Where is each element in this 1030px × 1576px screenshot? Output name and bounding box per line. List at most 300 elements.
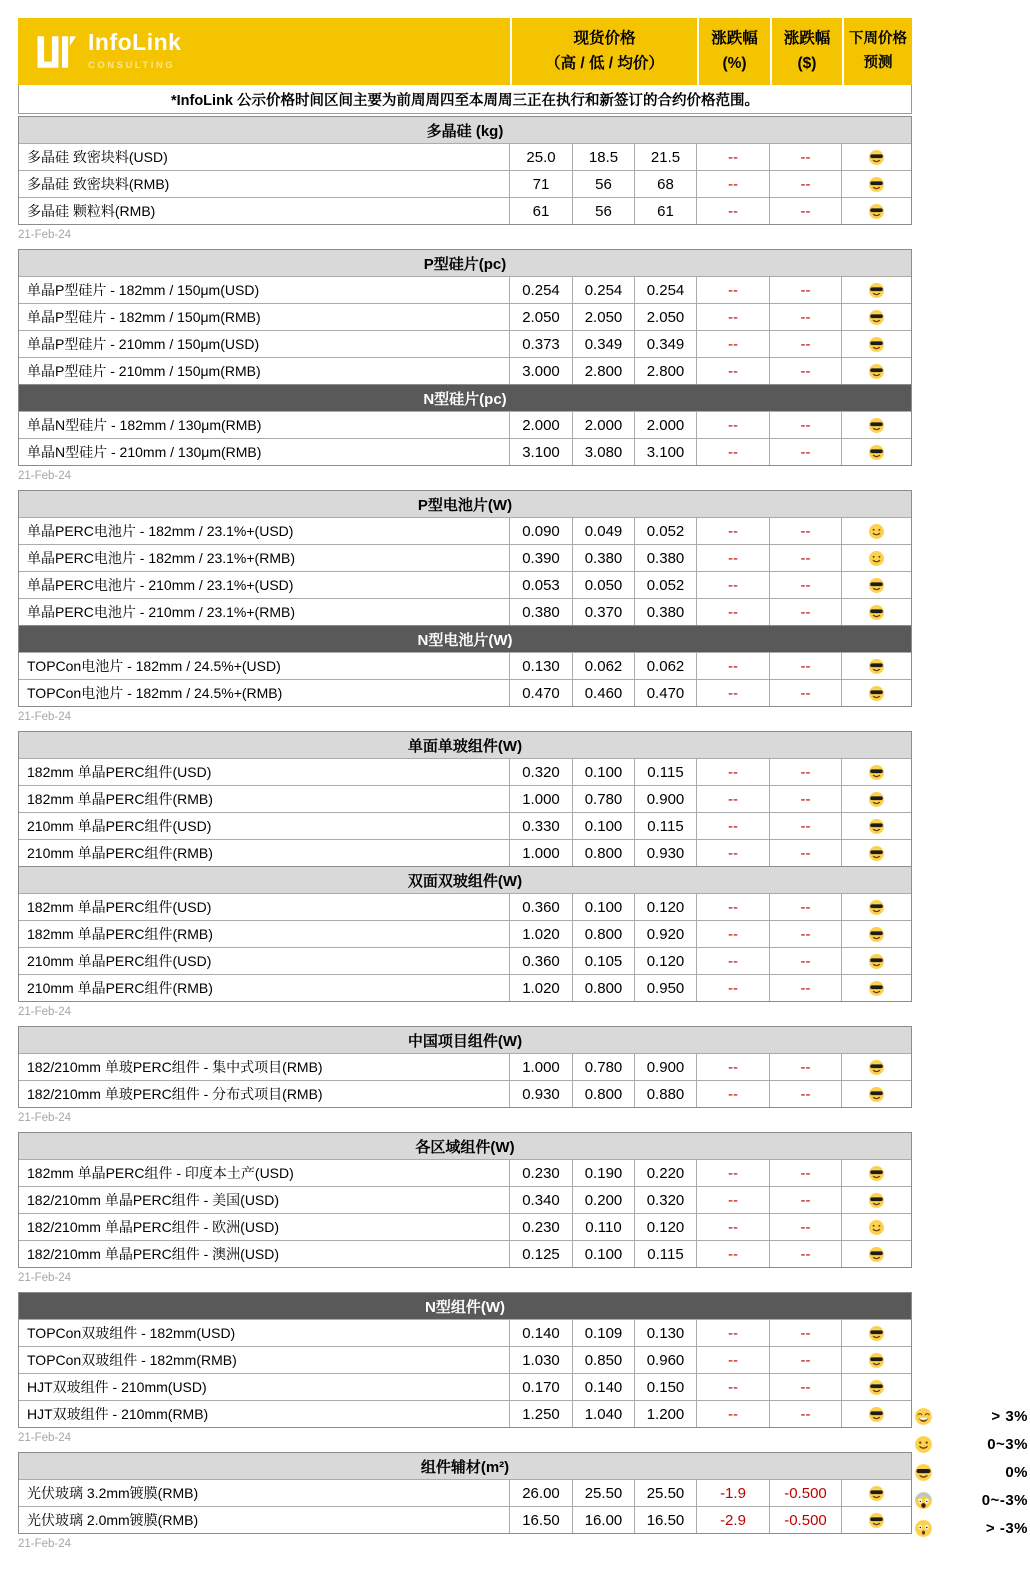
section-title: 各区域组件(W) <box>415 1138 515 1156</box>
cell-label: TOPCon电池片 - 182mm / 24.5%+(RMB) <box>27 685 283 701</box>
sunglasses-emoji-icon <box>841 975 911 1001</box>
spot-price-label: 现货价格 <box>573 29 636 47</box>
cell-usd: -- <box>769 572 841 598</box>
sunglasses-emoji-icon <box>841 1347 911 1373</box>
cell-low: 0.460 <box>572 680 634 706</box>
cell-label: 单晶N型硅片 - 210mm / 130μm(RMB) <box>27 444 262 460</box>
cell-high: 0.360 <box>509 948 572 974</box>
sunglasses-emoji-icon <box>841 599 911 625</box>
cell-label: 182mm 单晶PERC组件(USD) <box>27 899 212 915</box>
cell-usd: -- <box>769 894 841 920</box>
cell-label: 单晶PERC电池片 - 182mm / 23.1%+(RMB) <box>27 550 295 566</box>
table-row <box>19 812 911 839</box>
cell-usd: -- <box>769 1081 841 1107</box>
table-row <box>19 839 911 866</box>
table-row <box>19 571 911 598</box>
section-title: 组件辅材(m²) <box>420 1458 510 1476</box>
sunglasses-emoji-icon <box>841 198 911 224</box>
cell-high: 0.053 <box>509 572 572 598</box>
change-usd-label: 涨跌幅 <box>783 29 831 47</box>
cell-low: 0.105 <box>572 948 634 974</box>
table-row <box>19 411 911 438</box>
column-header-spot-price <box>510 18 697 85</box>
cell-high: 1.000 <box>509 840 572 866</box>
section-header <box>19 1133 911 1159</box>
cell-avg: 0.380 <box>634 599 696 625</box>
spot-price-sublabel: （高 / 低 / 均价） <box>545 54 664 72</box>
change-pct-label: 涨跌幅 <box>711 29 758 47</box>
cell-low: 3.080 <box>572 439 634 465</box>
cell-avg: 0.880 <box>634 1081 696 1107</box>
cell-pct: -2.9 <box>696 1507 769 1533</box>
cell-pct: -- <box>696 1214 769 1240</box>
forecast-legend <box>914 1402 1028 1542</box>
cell-usd: -- <box>769 545 841 571</box>
cell-high: 0.230 <box>509 1160 572 1186</box>
cell-label: 182/210mm 单晶PERC组件 - 欧洲(USD) <box>27 1219 280 1235</box>
cell-pct: -- <box>696 277 769 303</box>
table-row <box>19 276 911 303</box>
section-title: P型硅片(pc) <box>423 255 507 273</box>
cell-label: TOPCon电池片 - 182mm / 24.5%+(USD) <box>27 658 281 674</box>
cell-low: 2.050 <box>572 304 634 330</box>
cell-avg: 21.5 <box>634 144 696 170</box>
cell-pct: -- <box>696 975 769 1001</box>
cell-usd: -- <box>769 680 841 706</box>
table-row <box>19 679 911 706</box>
date-stamp: 21-Feb-24 <box>18 1272 72 1284</box>
cell-low: 25.50 <box>572 1480 634 1506</box>
cell-high: 1.000 <box>509 1054 572 1080</box>
cell-high: 0.340 <box>509 1187 572 1213</box>
table-row <box>19 1159 911 1186</box>
cell-pct: -- <box>696 358 769 384</box>
cell-pct: -- <box>696 1401 769 1427</box>
cell-label: 182mm 单晶PERC组件(USD) <box>27 764 212 780</box>
cell-avg: 16.50 <box>634 1507 696 1533</box>
cell-high: 1.250 <box>509 1401 572 1427</box>
sunglasses-emoji-icon <box>841 358 911 384</box>
table-row <box>19 974 911 1001</box>
cell-avg: 0.130 <box>634 1320 696 1346</box>
cell-low: 0.380 <box>572 545 634 571</box>
table-row <box>19 920 911 947</box>
table-row <box>19 893 911 920</box>
date-stamp: 21-Feb-24 <box>18 229 72 241</box>
forecast-label: 下周价格 <box>849 31 907 48</box>
cell-label: 多晶硅 颗粒料(RMB) <box>27 203 156 219</box>
cell-pct: -- <box>696 545 769 571</box>
sunglasses-emoji-icon <box>841 1081 911 1107</box>
cell-pct: -- <box>696 1187 769 1213</box>
cell-high: 0.330 <box>509 813 572 839</box>
price-report <box>18 18 912 1558</box>
cell-label: 单晶P型硅片 - 182mm / 150μm(USD) <box>27 282 260 298</box>
cell-low: 56 <box>572 198 634 224</box>
cell-pct: -- <box>696 304 769 330</box>
cell-low: 0.800 <box>572 1081 634 1107</box>
cell-label: 单晶PERC电池片 - 182mm / 23.1%+(USD) <box>27 523 294 539</box>
cell-high: 1.020 <box>509 975 572 1001</box>
table-row <box>19 1053 911 1080</box>
cell-low: 0.850 <box>572 1347 634 1373</box>
cell-avg: 0.950 <box>634 975 696 1001</box>
scream-emoji-icon <box>914 1491 933 1510</box>
table-row <box>19 1400 911 1427</box>
report-banner <box>18 18 912 85</box>
cell-label: 182mm 单晶PERC组件 - 印度本土产(USD) <box>27 1165 294 1181</box>
cell-pct: -- <box>696 599 769 625</box>
legend-label: 0~3% <box>987 1435 1028 1453</box>
sunglasses-emoji-icon <box>841 1320 911 1346</box>
sunglasses-emoji-icon <box>841 304 911 330</box>
cell-high: 0.130 <box>509 653 572 679</box>
cell-pct: -- <box>696 572 769 598</box>
cell-usd: -- <box>769 840 841 866</box>
legend-label: > -3% <box>985 1519 1028 1537</box>
cell-avg: 0.900 <box>634 786 696 812</box>
cell-low: 0.800 <box>572 975 634 1001</box>
cell-avg: 0.120 <box>634 1214 696 1240</box>
price-block <box>18 1026 912 1108</box>
cell-pct: -- <box>696 894 769 920</box>
sunglasses-emoji-icon <box>841 331 911 357</box>
cell-high: 2.000 <box>509 412 572 438</box>
cell-high: 16.50 <box>509 1507 572 1533</box>
cell-low: 0.100 <box>572 1241 634 1267</box>
cell-low: 0.100 <box>572 813 634 839</box>
section-header <box>19 625 911 652</box>
cell-low: 0.780 <box>572 1054 634 1080</box>
cell-avg: 68 <box>634 171 696 197</box>
cell-high: 71 <box>509 171 572 197</box>
table-row <box>19 598 911 625</box>
astonished-emoji-icon <box>914 1519 933 1538</box>
cell-high: 1.030 <box>509 1347 572 1373</box>
cell-high: 26.00 <box>509 1480 572 1506</box>
cell-usd: -- <box>769 653 841 679</box>
cell-pct: -- <box>696 786 769 812</box>
brand-name: InfoLink <box>88 29 182 56</box>
legend-item <box>914 1402 1028 1430</box>
cell-usd: -- <box>769 1347 841 1373</box>
price-block <box>18 1452 912 1534</box>
legend-label: 0% <box>1005 1463 1028 1481</box>
cell-usd: -- <box>769 759 841 785</box>
cell-low: 0.100 <box>572 894 634 920</box>
sunglasses-emoji-icon <box>841 813 911 839</box>
date-stamp: 21-Feb-24 <box>18 1432 72 1444</box>
cell-high: 0.360 <box>509 894 572 920</box>
cell-high: 2.050 <box>509 304 572 330</box>
cell-usd: -- <box>769 331 841 357</box>
cell-high: 0.930 <box>509 1081 572 1107</box>
table-row <box>19 1319 911 1346</box>
cell-usd: -0.500 <box>769 1480 841 1506</box>
cell-avg: 0.920 <box>634 921 696 947</box>
section-header <box>19 1293 911 1319</box>
cell-avg: 0.930 <box>634 840 696 866</box>
cell-pct: -- <box>696 759 769 785</box>
sunglasses-emoji-icon <box>841 277 911 303</box>
cell-usd: -- <box>769 412 841 438</box>
sunglasses-emoji-icon <box>841 786 911 812</box>
cell-high: 0.230 <box>509 1214 572 1240</box>
cell-pct: -- <box>696 813 769 839</box>
infolink-logo-icon <box>34 34 76 70</box>
section-header <box>19 1027 911 1053</box>
sunglasses-emoji-icon <box>841 572 911 598</box>
sunglasses-emoji-icon <box>841 171 911 197</box>
cell-low: 0.800 <box>572 840 634 866</box>
legend-label: 0~-3% <box>981 1491 1028 1509</box>
cell-label: 单晶PERC电池片 - 210mm / 23.1%+(USD) <box>27 577 294 593</box>
cell-high: 1.020 <box>509 921 572 947</box>
cell-usd: -- <box>769 1187 841 1213</box>
cell-avg: 3.100 <box>634 439 696 465</box>
cell-high: 0.390 <box>509 545 572 571</box>
legend-item <box>914 1486 1028 1514</box>
cell-label: 182/210mm 单玻PERC组件 - 分布式项目(RMB) <box>27 1086 323 1102</box>
cell-low: 0.062 <box>572 653 634 679</box>
date-stamp: 21-Feb-24 <box>18 1112 72 1124</box>
date-stamp: 21-Feb-24 <box>18 1006 72 1018</box>
cell-avg: 2.000 <box>634 412 696 438</box>
cell-high: 0.090 <box>509 518 572 544</box>
section-title: 中国项目组件(W) <box>407 1032 523 1050</box>
table-row <box>19 1186 911 1213</box>
cell-pct: -- <box>696 171 769 197</box>
column-header-forecast <box>842 18 912 85</box>
cell-avg: 0.220 <box>634 1160 696 1186</box>
cell-label: 182/210mm 单玻PERC组件 - 集中式项目(RMB) <box>27 1059 323 1075</box>
cell-low: 0.254 <box>572 277 634 303</box>
table-row <box>19 517 911 544</box>
cell-pct: -- <box>696 1320 769 1346</box>
cell-label: 182/210mm 单晶PERC组件 - 澳洲(USD) <box>27 1246 280 1262</box>
column-header-change-usd <box>770 18 842 85</box>
sunglasses-emoji-icon <box>841 1054 911 1080</box>
cell-pct: -- <box>696 653 769 679</box>
cell-label: TOPCon双玻组件 - 182mm(USD) <box>27 1325 236 1341</box>
forecast-sublabel: 预测 <box>863 54 893 71</box>
section-title: 多晶硅 (kg) <box>426 122 504 140</box>
cell-label: 210mm 单晶PERC组件(USD) <box>27 953 212 969</box>
table-row <box>19 438 911 465</box>
cell-pct: -- <box>696 412 769 438</box>
table-row <box>19 197 911 224</box>
cell-high: 1.000 <box>509 786 572 812</box>
cell-avg: 0.320 <box>634 1187 696 1213</box>
cell-label: 182/210mm 单晶PERC组件 - 美国(USD) <box>27 1192 280 1208</box>
cell-usd: -- <box>769 439 841 465</box>
table-row <box>19 1479 911 1506</box>
cell-pct: -- <box>696 1081 769 1107</box>
infolink-logo <box>18 18 510 85</box>
cell-label: HJT双玻组件 - 210mm(RMB) <box>27 1406 209 1422</box>
cell-high: 0.373 <box>509 331 572 357</box>
cell-label: 210mm 单晶PERC组件(RMB) <box>27 980 213 996</box>
smile-emoji-icon <box>841 545 911 571</box>
cell-avg: 0.115 <box>634 813 696 839</box>
cell-high: 3.000 <box>509 358 572 384</box>
smile-emoji-icon <box>841 518 911 544</box>
change-usd-unit: ($) <box>797 54 817 72</box>
cell-usd: -- <box>769 1320 841 1346</box>
price-block <box>18 1132 912 1268</box>
legend-label: > 3% <box>991 1407 1028 1425</box>
cell-label: 210mm 单晶PERC组件(RMB) <box>27 845 213 861</box>
legend-item <box>914 1514 1028 1542</box>
price-block <box>18 1292 912 1428</box>
cell-high: 0.320 <box>509 759 572 785</box>
cell-avg: 0.120 <box>634 948 696 974</box>
table-row <box>19 1373 911 1400</box>
cell-low: 1.040 <box>572 1401 634 1427</box>
cell-avg: 0.150 <box>634 1374 696 1400</box>
cell-pct: -- <box>696 518 769 544</box>
cell-usd: -- <box>769 358 841 384</box>
sunglasses-emoji-icon <box>841 1507 911 1533</box>
cell-usd: -- <box>769 921 841 947</box>
cell-label: 210mm 单晶PERC组件(USD) <box>27 818 212 834</box>
cell-label: 多晶硅 致密块料(RMB) <box>27 176 170 192</box>
table-row <box>19 652 911 679</box>
section-header <box>19 250 911 276</box>
cell-avg: 0.115 <box>634 1241 696 1267</box>
cell-usd: -- <box>769 599 841 625</box>
cell-low: 0.370 <box>572 599 634 625</box>
cell-label: 单晶P型硅片 - 210mm / 150μm(RMB) <box>27 363 261 379</box>
cell-low: 0.200 <box>572 1187 634 1213</box>
cell-low: 0.109 <box>572 1320 634 1346</box>
cell-usd: -- <box>769 198 841 224</box>
date-stamp: 21-Feb-24 <box>18 1538 72 1550</box>
cell-pct: -- <box>696 840 769 866</box>
cell-high: 3.100 <box>509 439 572 465</box>
price-block <box>18 116 912 225</box>
section-title: N型组件(W) <box>425 1298 505 1316</box>
table-row <box>19 330 911 357</box>
cell-avg: 0.052 <box>634 518 696 544</box>
cell-avg: 0.254 <box>634 277 696 303</box>
legend-item <box>914 1430 1028 1458</box>
cell-avg: 0.115 <box>634 759 696 785</box>
cell-pct: -- <box>696 198 769 224</box>
cell-avg: 1.200 <box>634 1401 696 1427</box>
sunglasses-emoji-icon <box>841 948 911 974</box>
cell-label: HJT双玻组件 - 210mm(USD) <box>27 1379 207 1395</box>
smile-emoji-icon <box>841 1214 911 1240</box>
cell-high: 0.380 <box>509 599 572 625</box>
sunglasses-emoji-icon <box>841 144 911 170</box>
cell-high: 0.125 <box>509 1241 572 1267</box>
cell-low: 0.349 <box>572 331 634 357</box>
cell-low: 0.049 <box>572 518 634 544</box>
cell-pct: -- <box>696 1160 769 1186</box>
cell-usd: -- <box>769 948 841 974</box>
cell-pct: -- <box>696 439 769 465</box>
sunglasses-emoji-icon <box>841 1480 911 1506</box>
price-note: *InfoLink 公示价格时间区间主要为前周周四至本周周三正在执行和新签订的合约价格范围。 <box>18 85 912 114</box>
cell-pct: -1.9 <box>696 1480 769 1506</box>
cell-label: 多晶硅 致密块料(USD) <box>27 149 168 165</box>
cell-avg: 2.050 <box>634 304 696 330</box>
cell-usd: -- <box>769 1214 841 1240</box>
cell-pct: -- <box>696 1241 769 1267</box>
cell-label: 单晶N型硅片 - 182mm / 130μm(RMB) <box>27 417 262 433</box>
table-row <box>19 1346 911 1373</box>
cell-avg: 0.052 <box>634 572 696 598</box>
column-header-change-pct <box>697 18 770 85</box>
cell-label: 光伏玻璃 2.0mm镀膜(RMB) <box>27 1512 199 1528</box>
section-header <box>19 732 911 758</box>
sunglasses-emoji-icon <box>841 894 911 920</box>
cell-usd: -- <box>769 1374 841 1400</box>
cell-pct: -- <box>696 331 769 357</box>
cell-low: 0.780 <box>572 786 634 812</box>
section-header <box>19 384 911 411</box>
cell-avg: 0.960 <box>634 1347 696 1373</box>
cell-usd: -- <box>769 1401 841 1427</box>
cell-pct: -- <box>696 921 769 947</box>
price-block <box>18 731 912 1002</box>
cell-low: 0.190 <box>572 1160 634 1186</box>
cell-usd: -- <box>769 975 841 1001</box>
sunglasses-emoji-icon <box>914 1463 933 1482</box>
cell-pct: -- <box>696 1054 769 1080</box>
sunglasses-emoji-icon <box>841 1374 911 1400</box>
table-row <box>19 1240 911 1267</box>
cell-low: 0.800 <box>572 921 634 947</box>
cell-avg: 0.120 <box>634 894 696 920</box>
cell-label: 单晶PERC电池片 - 210mm / 23.1%+(RMB) <box>27 604 295 620</box>
cell-avg: 0.900 <box>634 1054 696 1080</box>
legend-item <box>914 1458 1028 1486</box>
cell-low: 2.800 <box>572 358 634 384</box>
cell-low: 0.050 <box>572 572 634 598</box>
section-title: N型硅片(pc) <box>423 390 507 408</box>
cell-avg: 25.50 <box>634 1480 696 1506</box>
sunglasses-emoji-icon <box>841 759 911 785</box>
sunglasses-emoji-icon <box>841 653 911 679</box>
cell-low: 2.000 <box>572 412 634 438</box>
cell-usd: -- <box>769 786 841 812</box>
sunglasses-emoji-icon <box>841 840 911 866</box>
cell-label: 单晶P型硅片 - 182mm / 150μm(RMB) <box>27 309 261 325</box>
table-row <box>19 758 911 785</box>
cell-label: 单晶P型硅片 - 210mm / 150μm(USD) <box>27 336 260 352</box>
sunglasses-emoji-icon <box>841 1160 911 1186</box>
cell-label: 光伏玻璃 3.2mm镀膜(RMB) <box>27 1485 199 1501</box>
table-row <box>19 947 911 974</box>
cell-label: TOPCon双玻组件 - 182mm(RMB) <box>27 1352 237 1368</box>
section-title: 双面双玻组件(W) <box>407 872 523 890</box>
cell-high: 0.140 <box>509 1320 572 1346</box>
cell-usd: -- <box>769 171 841 197</box>
price-block <box>18 249 912 466</box>
section-title: 单面单玻组件(W) <box>407 737 523 755</box>
sunglasses-emoji-icon <box>841 412 911 438</box>
cell-low: 18.5 <box>572 144 634 170</box>
cell-usd: -- <box>769 1241 841 1267</box>
cell-usd: -- <box>769 304 841 330</box>
change-pct-unit: (%) <box>722 54 747 72</box>
table-row <box>19 170 911 197</box>
cell-low: 0.140 <box>572 1374 634 1400</box>
date-stamp: 21-Feb-24 <box>18 470 72 482</box>
sunglasses-emoji-icon <box>841 921 911 947</box>
